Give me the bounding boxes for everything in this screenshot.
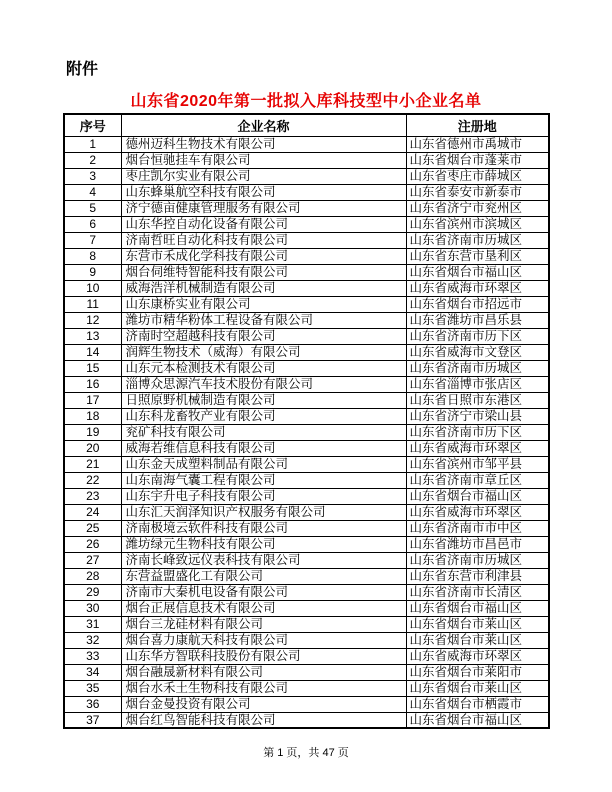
table-row <box>64 360 549 376</box>
registration-location-cell: 山东省威海市环翠区 <box>406 440 549 456</box>
table-row <box>64 296 549 312</box>
table-row <box>64 248 549 264</box>
header-company-name: 企业名称 <box>121 114 406 136</box>
header-registration-location: 注册地 <box>406 114 549 136</box>
company-name-cell: 烟台喜力康航天科技有限公司 <box>121 632 406 648</box>
registration-location-cell: 山东省济南市历城区 <box>406 360 549 376</box>
table-header-row <box>64 114 549 136</box>
table-row <box>64 232 549 248</box>
table-row <box>64 600 549 616</box>
registration-location-cell: 山东省济南市历下区 <box>406 328 549 344</box>
company-name-cell: 济南极境云软件科技有限公司 <box>121 520 406 536</box>
company-name-cell: 润辉生物技术（威海）有限公司 <box>121 344 406 360</box>
registration-location-cell: 山东省烟台市招远市 <box>406 296 549 312</box>
serial-number-cell: 8 <box>64 248 121 264</box>
registration-location-cell: 山东省济宁市兖州区 <box>406 200 549 216</box>
serial-number-cell: 15 <box>64 360 121 376</box>
table-row <box>64 696 549 712</box>
serial-number-cell: 35 <box>64 680 121 696</box>
serial-number-cell: 21 <box>64 456 121 472</box>
serial-number-cell: 37 <box>64 712 121 728</box>
company-name-cell: 济南哲旺自动化科技有限公司 <box>121 232 406 248</box>
table-row <box>64 216 549 232</box>
registration-location-cell: 山东省烟台市莱阳市 <box>406 664 549 680</box>
company-name-cell: 山东康桥实业有限公司 <box>121 296 406 312</box>
registration-location-cell: 山东省烟台市福山区 <box>406 712 549 728</box>
table-row <box>64 568 549 584</box>
table-header <box>64 114 549 136</box>
table-body <box>64 136 549 728</box>
serial-number-cell: 19 <box>64 424 121 440</box>
serial-number-cell: 6 <box>64 216 121 232</box>
company-name-cell: 山东华方智联科技股份有限公司 <box>121 648 406 664</box>
serial-number-cell: 28 <box>64 568 121 584</box>
table-row <box>64 488 549 504</box>
registration-location-cell: 山东省济南市历下区 <box>406 424 549 440</box>
serial-number-cell: 25 <box>64 520 121 536</box>
table-row <box>64 344 549 360</box>
serial-number-cell: 4 <box>64 184 121 200</box>
company-name-cell: 兖矿科技有限公司 <box>121 424 406 440</box>
company-name-cell: 济宁德亩健康管理服务有限公司 <box>121 200 406 216</box>
table-row <box>64 168 549 184</box>
table-row <box>64 712 549 728</box>
serial-number-cell: 1 <box>64 136 121 152</box>
registration-location-cell: 山东省潍坊市昌邑市 <box>406 536 549 552</box>
serial-number-cell: 3 <box>64 168 121 184</box>
company-name-cell: 日照原野机械制造有限公司 <box>121 392 406 408</box>
table-row <box>64 536 549 552</box>
company-name-cell: 枣庄凯尔实业有限公司 <box>121 168 406 184</box>
table-row <box>64 664 549 680</box>
table-row <box>64 632 549 648</box>
serial-number-cell: 36 <box>64 696 121 712</box>
serial-number-cell: 23 <box>64 488 121 504</box>
registration-location-cell: 山东省烟台市莱山区 <box>406 616 549 632</box>
table-row <box>64 200 549 216</box>
serial-number-cell: 9 <box>64 264 121 280</box>
company-name-cell: 德州迈科生物技术有限公司 <box>121 136 406 152</box>
table-row <box>64 456 549 472</box>
table-row <box>64 408 549 424</box>
company-name-cell: 山东南海气囊工程有限公司 <box>121 472 406 488</box>
registration-location-cell: 山东省济南市历城区 <box>406 232 549 248</box>
serial-number-cell: 10 <box>64 280 121 296</box>
registration-location-cell: 山东省烟台市福山区 <box>406 488 549 504</box>
serial-number-cell: 29 <box>64 584 121 600</box>
serial-number-cell: 30 <box>64 600 121 616</box>
registration-location-cell: 山东省东营市利津县 <box>406 568 549 584</box>
registration-location-cell: 山东省泰安市新泰市 <box>406 184 549 200</box>
serial-number-cell: 7 <box>64 232 121 248</box>
company-name-cell: 济南长峰致远仪表科技有限公司 <box>121 552 406 568</box>
company-table <box>63 113 550 729</box>
company-name-cell: 烟台正展信息技术有限公司 <box>121 600 406 616</box>
company-name-cell: 东营益盟盛化工有限公司 <box>121 568 406 584</box>
registration-location-cell: 山东省烟台市福山区 <box>406 600 549 616</box>
company-name-cell: 济南市大秦机电设备有限公司 <box>121 584 406 600</box>
company-name-cell: 烟台伺维特智能科技有限公司 <box>121 264 406 280</box>
company-name-cell: 东营市禾成化学科技有限公司 <box>121 248 406 264</box>
registration-location-cell: 山东省烟台市蓬莱市 <box>406 152 549 168</box>
registration-location-cell: 山东省烟台市莱山区 <box>406 632 549 648</box>
registration-location-cell: 山东省枣庄市薛城区 <box>406 168 549 184</box>
table-row <box>64 376 549 392</box>
serial-number-cell: 24 <box>64 504 121 520</box>
serial-number-cell: 17 <box>64 392 121 408</box>
company-name-cell: 烟台红鸟智能科技有限公司 <box>121 712 406 728</box>
registration-location-cell: 山东省淄博市张店区 <box>406 376 549 392</box>
company-name-cell: 山东科龙畜牧产业有限公司 <box>121 408 406 424</box>
table-row <box>64 584 549 600</box>
company-name-cell: 烟台三龙硅材料有限公司 <box>121 616 406 632</box>
registration-location-cell: 山东省日照市东港区 <box>406 392 549 408</box>
registration-location-cell: 山东省烟台市栖霞市 <box>406 696 549 712</box>
company-name-cell: 威海若维信息科技有限公司 <box>121 440 406 456</box>
registration-location-cell: 山东省威海市环翠区 <box>406 648 549 664</box>
company-name-cell: 威海浩洋机械制造有限公司 <box>121 280 406 296</box>
attachment-label: 附件 <box>66 61 99 78</box>
company-name-cell: 济南时空超越科技有限公司 <box>121 328 406 344</box>
serial-number-cell: 34 <box>64 664 121 680</box>
table-row <box>64 616 549 632</box>
registration-location-cell: 山东省滨州市邹平县 <box>406 456 549 472</box>
company-name-cell: 潍坊市精华粉体工程设备有限公司 <box>121 312 406 328</box>
serial-number-cell: 32 <box>64 632 121 648</box>
company-name-cell: 潍坊绿元生物科技有限公司 <box>121 536 406 552</box>
serial-number-cell: 27 <box>64 552 121 568</box>
serial-number-cell: 33 <box>64 648 121 664</box>
company-name-cell: 山东元本检测技术有限公司 <box>121 360 406 376</box>
company-name-cell: 烟台金曼投资有限公司 <box>121 696 406 712</box>
table-row <box>64 648 549 664</box>
table-row <box>64 440 549 456</box>
serial-number-cell: 13 <box>64 328 121 344</box>
registration-location-cell: 山东省济南市章丘区 <box>406 472 549 488</box>
header-serial-number: 序号 <box>64 114 121 136</box>
table-row <box>64 520 549 536</box>
registration-location-cell: 山东省滨州市滨城区 <box>406 216 549 232</box>
registration-location-cell: 山东省济宁市梁山县 <box>406 408 549 424</box>
registration-location-cell: 山东省烟台市莱山区 <box>406 680 549 696</box>
table-row <box>64 312 549 328</box>
table-row <box>64 264 549 280</box>
table-row <box>64 392 549 408</box>
company-name-cell: 山东华控自动化设备有限公司 <box>121 216 406 232</box>
table-row <box>64 472 549 488</box>
company-name-cell: 淄博众思源汽车技术股份有限公司 <box>121 376 406 392</box>
company-name-cell: 山东汇天润泽知识产权服务有限公司 <box>121 504 406 520</box>
serial-number-cell: 20 <box>64 440 121 456</box>
serial-number-cell: 18 <box>64 408 121 424</box>
company-name-cell: 烟台恒驰挂车有限公司 <box>121 152 406 168</box>
registration-location-cell: 山东省威海市环翠区 <box>406 504 549 520</box>
table-row <box>64 136 549 152</box>
company-name-cell: 烟台水禾土生物科技有限公司 <box>121 680 406 696</box>
company-name-cell: 山东蜂巢航空科技有限公司 <box>121 184 406 200</box>
company-name-cell: 山东宇升电子科技有限公司 <box>121 488 406 504</box>
registration-location-cell: 山东省烟台市福山区 <box>406 264 549 280</box>
page-title: 山东省2020年第一批拟入库科技型中小企业名单 <box>130 93 482 110</box>
serial-number-cell: 22 <box>64 472 121 488</box>
serial-number-cell: 16 <box>64 376 121 392</box>
serial-number-cell: 5 <box>64 200 121 216</box>
table-row <box>64 184 549 200</box>
registration-location-cell: 山东省济南市长清区 <box>406 584 549 600</box>
registration-location-cell: 山东省济南市市中区 <box>406 520 549 536</box>
table-row <box>64 328 549 344</box>
table-row <box>64 504 549 520</box>
table-row <box>64 424 549 440</box>
registration-location-cell: 山东省东营市垦利区 <box>406 248 549 264</box>
serial-number-cell: 2 <box>64 152 121 168</box>
table-row <box>64 680 549 696</box>
company-name-cell: 山东金天成塑料制品有限公司 <box>121 456 406 472</box>
registration-location-cell: 山东省威海市环翠区 <box>406 280 549 296</box>
registration-location-cell: 山东省德州市禹城市 <box>406 136 549 152</box>
page-number-footer: 第 1 页，共 47 页 <box>263 747 349 759</box>
registration-location-cell: 山东省威海市文登区 <box>406 344 549 360</box>
registration-location-cell: 山东省潍坊市昌乐县 <box>406 312 549 328</box>
serial-number-cell: 12 <box>64 312 121 328</box>
serial-number-cell: 31 <box>64 616 121 632</box>
serial-number-cell: 26 <box>64 536 121 552</box>
table-row <box>64 552 549 568</box>
serial-number-cell: 11 <box>64 296 121 312</box>
table-row <box>64 280 549 296</box>
table-row <box>64 152 549 168</box>
serial-number-cell: 14 <box>64 344 121 360</box>
registration-location-cell: 山东省济南市历城区 <box>406 552 549 568</box>
company-name-cell: 烟台融晟新材料有限公司 <box>121 664 406 680</box>
